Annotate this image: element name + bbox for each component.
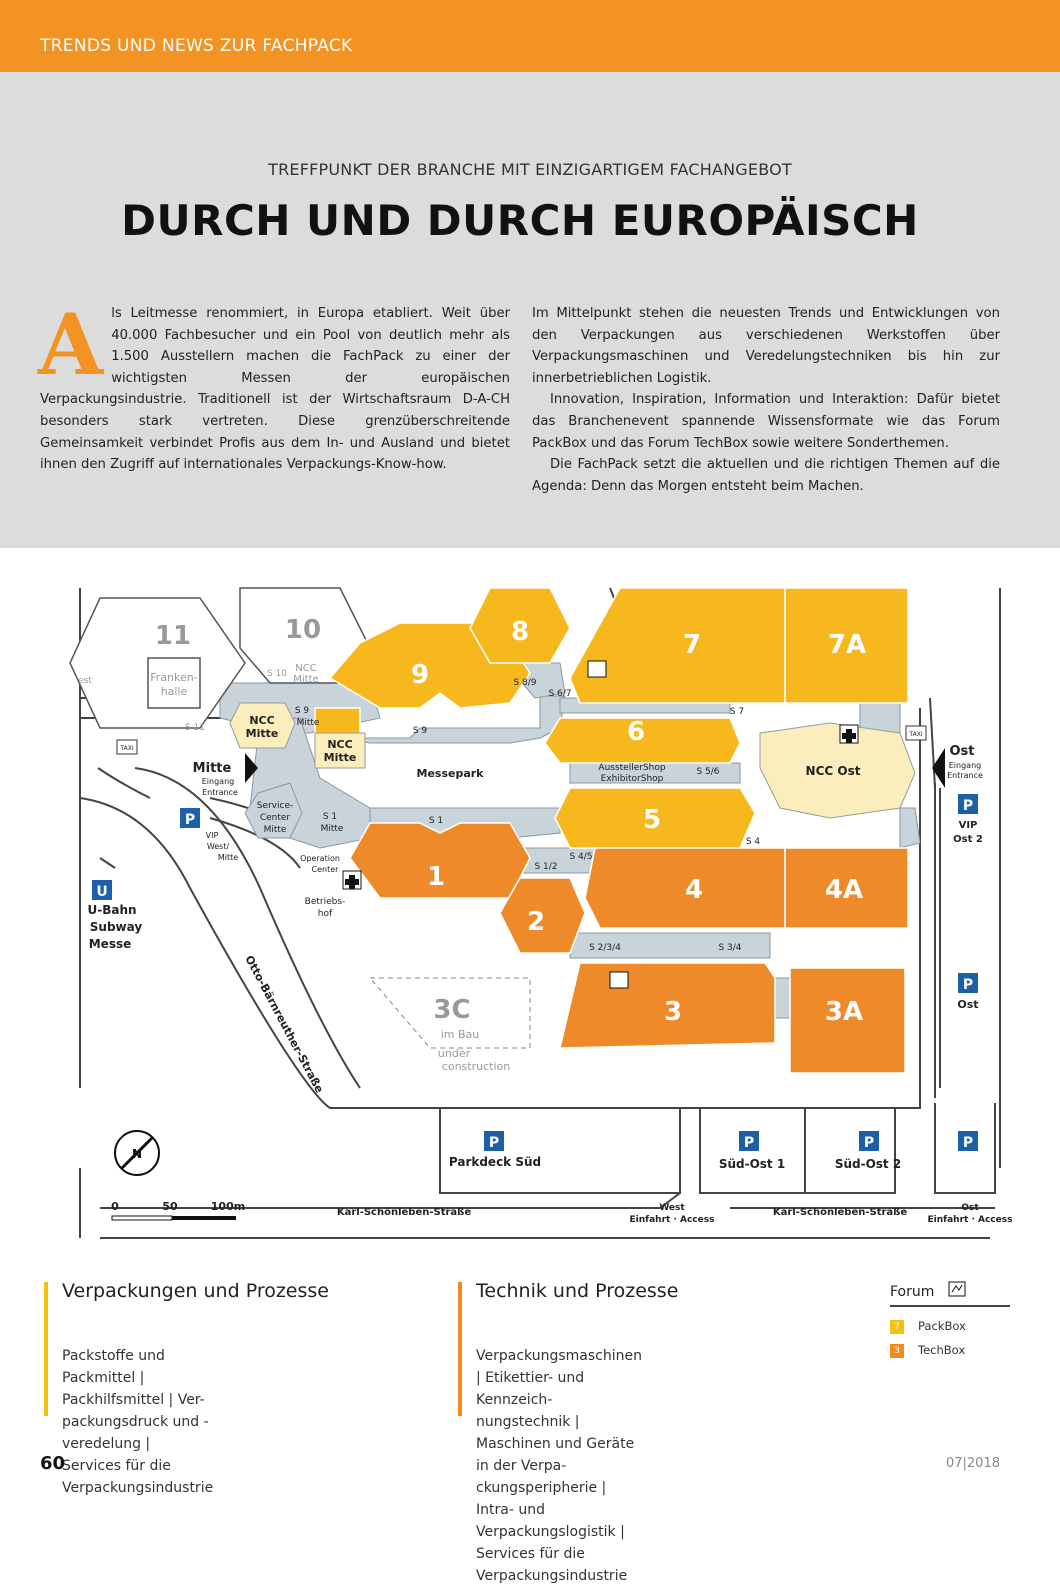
label-ncc-mitte-a-2: Mitte — [245, 727, 279, 740]
legend-item-techbox — [890, 1343, 965, 1358]
hall-1-label: 1 — [426, 862, 446, 892]
parking-p-ost: P — [962, 977, 974, 993]
label-s7: S 7 — [729, 707, 745, 717]
label-ubahn-2: Subway — [89, 920, 143, 934]
label-shop-1: AusstellerShop — [598, 763, 666, 773]
category-line: ckungsperipherie | Intra- und Verpackungslogistik | — [476, 1480, 625, 1540]
hall-7-label: 7 — [682, 630, 702, 660]
label-vip-west-3: Mitte — [217, 853, 239, 862]
parking-p-vip-west: P — [184, 812, 196, 828]
hall-8-label: 8 — [510, 617, 530, 647]
hall-3a-label: 3A — [824, 997, 864, 1027]
label-s11: S 11 — [184, 723, 206, 733]
scale-0: 0 — [111, 1200, 119, 1213]
hall-3c-label: 3C — [433, 995, 471, 1025]
category-line: Verpackungsmaschinen | Etikettier- und Kennzeich- — [476, 1348, 642, 1408]
label-vip-west-2: West/ — [206, 842, 230, 851]
label-s34: S 3/4 — [718, 943, 742, 953]
taxi-text-east: TAXI — [909, 731, 923, 738]
label-ncc-mitte-grey-1: NCC — [295, 663, 317, 674]
label-ubahn-3: Messe — [88, 937, 132, 951]
label-operation-2: Center — [311, 865, 339, 874]
label-im-bau: im Bau — [440, 1028, 480, 1041]
label-s4: S 4 — [745, 837, 761, 847]
column-2-paragraph-3: Die FachPack setzt die aktuellen und die richtigen Themen auf die Agenda: Denn das Morgen entsteht beim Machen. — [532, 457, 1000, 494]
label-messepark: Messepark — [416, 767, 484, 780]
label-s56: S 5/6 — [696, 767, 720, 777]
parking-p-suedost1: P — [743, 1135, 755, 1151]
label-betriebshof-1: Betriebs- — [304, 897, 346, 907]
label-service-3: Mitte — [263, 825, 287, 835]
label-s1: S 1 — [428, 816, 444, 826]
label-west-access: West — [659, 1203, 685, 1213]
hall-10-label: 10 — [284, 615, 322, 645]
label-parkdeck-sued: Parkdeck Süd — [448, 1155, 542, 1169]
label-sued-ost-1: Süd-Ost 1 — [718, 1157, 786, 1171]
category-color-bar — [44, 1282, 48, 1416]
parking-p-suedost2: P — [863, 1135, 875, 1151]
parking-p-bus: P — [962, 1135, 974, 1151]
taxi-text-west: TAXI — [120, 745, 134, 752]
label-sued-ost-2: Süd-Ost 2 — [834, 1157, 902, 1171]
hall-2-label: 2 — [526, 907, 546, 937]
drop-cap: A — [38, 295, 104, 394]
label-mitte-eingang: Eingang — [201, 777, 235, 786]
section-header-bar — [0, 0, 1060, 72]
article-kicker: TREFFPUNKT DER BRANCHE MIT EINZIGARTIGEM FACHANGEBOT — [268, 160, 792, 179]
label-s89: S 8/9 — [513, 678, 537, 688]
label-s9-mitte-2: Mitte — [296, 718, 320, 728]
label-vip-west-1: VIP — [205, 831, 219, 840]
column-2-paragraph-1: Im Mittelpunkt stehen die neuesten Trends und Entwicklungen von den Verpackungen aus verschiedenen Werkstoffen über Verpackungsmaschinen und Veredelungstechniken bis hin zur innerbetrieblichen Logistik. — [532, 306, 1000, 386]
label-mitte-entrance: Mitte — [192, 761, 232, 776]
label-otto-baernreuther: Otto-Bärnreuther-Straße — [242, 953, 326, 1096]
label-ost-access-2: Einfahrt · Access — [927, 1215, 1013, 1225]
column-2-paragraph-2: Innovation, Inspiration, Information und Interaktion: Dafür bietet das Branchenevent spannende Wissensformate wie das Forum PackBox und das Forum TechBox sowie weitere Sonderthemen. — [532, 392, 1000, 451]
category-line: Packstoffe und Packmittel | Packhilfsmittel | Ver- — [62, 1348, 205, 1408]
label-construction: construction — [441, 1060, 511, 1073]
label-s9-mitte: S 9 — [294, 706, 310, 716]
label-under: under — [437, 1047, 471, 1060]
legend-title: Forum — [890, 1284, 935, 1300]
label-karl-schoenleben-2: Karl-Schönleben-Straße — [772, 1207, 908, 1218]
label-frankenhalle-1: Franken- — [150, 671, 198, 684]
label-ost-entrance-en: Entrance — [947, 771, 983, 780]
category-line: Services für die Verpackungsindustrie — [476, 1546, 628, 1584]
exhibition-site-map — [40, 568, 1040, 1248]
label-frankenhalle-2: halle — [160, 685, 188, 698]
label-karl-schoenleben-1: Karl-Schönleben-Straße — [336, 1207, 472, 1218]
forum-legend — [890, 1281, 1010, 1357]
category-color-bar — [458, 1282, 462, 1416]
label-vip-ost-2: Ost 2 — [953, 834, 983, 845]
label-ncc-ost: NCC Ost — [805, 764, 861, 778]
category-line: packungsdruck und -veredelung | Services für die — [62, 1414, 209, 1474]
label-service-2: Center — [259, 813, 291, 823]
label-service-1: Service- — [256, 801, 294, 811]
category-line: nungstechnik | Maschinen und Geräte in der Verpa- — [476, 1414, 635, 1474]
label-s9: S 9 — [412, 726, 428, 736]
label-s1-mitte: S 1 — [322, 812, 338, 822]
label-ncc-mitte-grey-2: Mitte — [293, 674, 319, 685]
article-column-1 — [38, 295, 510, 476]
scale-50: 50 — [162, 1200, 178, 1213]
label-ncc-mitte-a-1: NCC — [249, 714, 275, 727]
label-ost-entrance: Ost — [949, 744, 975, 759]
legend-swatch: 7 — [890, 1320, 904, 1334]
article-column-2 — [532, 303, 1000, 497]
label-est: est — [78, 676, 92, 686]
label-ncc-mitte-b-1: NCC — [327, 738, 353, 751]
category-title: Verpackungen und Prozesse — [62, 1280, 329, 1302]
label-west-access-2: Einfahrt · Access — [629, 1215, 715, 1225]
legend-label: PackBox — [918, 1319, 966, 1333]
hall-4-label: 4 — [684, 875, 704, 905]
label-shop-2: ExhibitorShop — [600, 774, 664, 784]
category-description — [62, 1345, 213, 1499]
legend-rule — [890, 1305, 1010, 1307]
article-title: DURCH UND DURCH EUROPÄISCH — [121, 196, 919, 245]
hall-7a-label: 7A — [827, 630, 867, 660]
issue-date: 07|2018 — [945, 1456, 1000, 1471]
label-betriebshof-2: hof — [317, 909, 333, 919]
label-operation-1: Operation — [300, 854, 340, 863]
legend-label: TechBox — [918, 1343, 966, 1357]
scale-bar — [112, 1216, 236, 1220]
category-line: Verpackungsindustrie — [62, 1480, 214, 1496]
label-s45: S 4/5 — [569, 852, 593, 862]
compass-icon — [115, 1131, 159, 1175]
ubahn-u-letter: U — [96, 884, 108, 900]
label-ost-eingang: Eingang — [948, 761, 982, 770]
category-description — [476, 1345, 642, 1587]
label-ost-parking: Ost — [957, 998, 979, 1011]
label-ubahn-1: U-Bahn — [87, 903, 137, 917]
section-title: TRENDS UND NEWS ZUR FACHPACK — [40, 36, 353, 56]
label-vip-ost: VIP — [958, 820, 978, 831]
compass-north: N — [131, 1147, 143, 1161]
label-s10: S 10 — [266, 669, 288, 679]
parking-p-parkdeck: P — [488, 1135, 500, 1151]
label-s67: S 6/7 — [548, 689, 572, 699]
forum-icon — [948, 1281, 966, 1297]
hall-4a-label: 4A — [824, 875, 864, 905]
page-number: 60 — [40, 1453, 66, 1474]
parking-p-vip-ost: P — [962, 798, 974, 814]
label-ncc-mitte-b-2: Mitte — [323, 751, 357, 764]
label-s1-mitte-2: Mitte — [320, 824, 344, 834]
hall-11-label: 11 — [154, 621, 192, 651]
hall-6-label: 6 — [626, 717, 646, 747]
hall-9-label: 9 — [410, 660, 430, 690]
column-1-paragraph: ls Leitmesse renommiert, in Europa etabliert. Weit über 40.000 Fachbesucher und ein Pool von deutlich mehr als 1.500 Ausstellern machen die FachPack zu einer der wichtigsten Messen der europäischen Verpackungsindustrie. Traditionell ist der Wirtschaftsraum D-A-CH besonders stark vertreten. Diese grenzüberschreitende Gemeinsamkeit verbindet Profis aus dem In- und Ausland und bietet ihnen den Zugriff auf internationales Verpackungs-Know-how. — [40, 306, 510, 473]
label-mitte-entrance-en: Entrance — [202, 788, 238, 797]
label-ost-access: Ost — [961, 1203, 979, 1213]
legend-swatch: 3 — [890, 1344, 904, 1358]
legend-item-packbox — [890, 1319, 966, 1334]
category-title: Technik und Prozesse — [476, 1280, 679, 1302]
label-s12: S 1/2 — [534, 862, 558, 872]
label-s234: S 2/3/4 — [589, 943, 621, 953]
hall-5-label: 5 — [642, 805, 662, 835]
scale-100: 100m — [210, 1200, 246, 1213]
hall-3-label: 3 — [663, 997, 683, 1027]
